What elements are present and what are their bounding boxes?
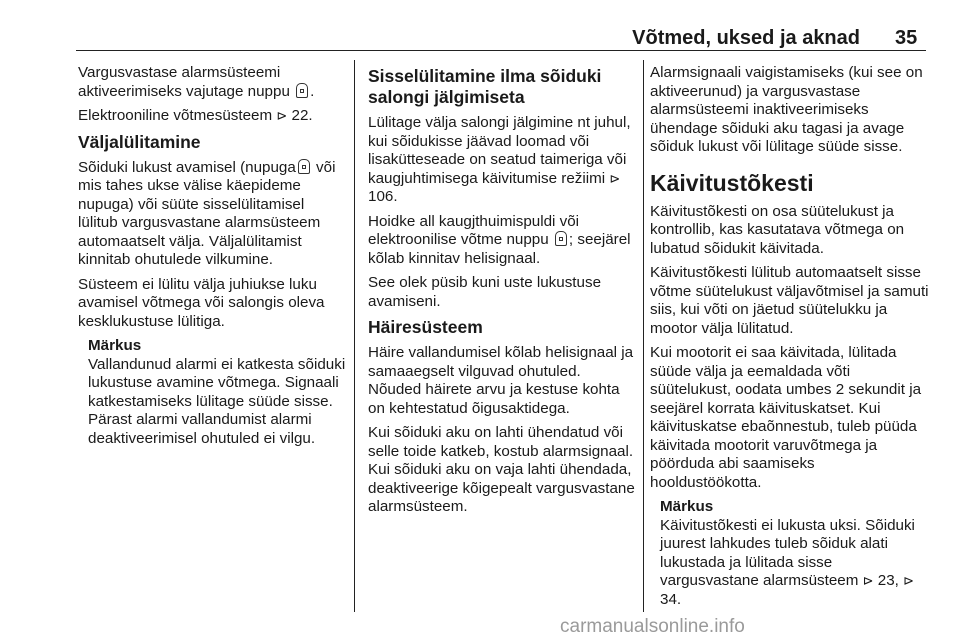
note-box xyxy=(660,498,930,609)
note-text xyxy=(660,517,930,610)
page-number: 35 xyxy=(895,27,918,49)
note-box xyxy=(88,337,346,448)
paragraph: Vargusvastase alarmsüsteemi aktiveerimiseks vajutage nuppu . xyxy=(78,64,315,100)
note-text: Vallandunud alarmi ei katkesta sõiduki lukustuse avamine võtmega. Signaali katkestamiseks lülitage süüde sisse. Pärast alarmi vallandumist alarmi deaktiveerimisel ohutuled ei vilgu. xyxy=(88,355,346,447)
text: Vargusvastase alarmsüsteemi aktiveerimiseks vajutage nuppu xyxy=(78,64,290,100)
page-reference[interactable]: 23, xyxy=(877,572,899,589)
paragraph: Käivitustõkesti lülitub automaatselt sisse võtme süütelukust väljavõtmisel ja samuti siis, kui võti on jäetud süütelukku ja mootor välja lülitatud. xyxy=(650,264,929,337)
section-heading: Väljalülitamine xyxy=(78,131,201,152)
note-title: Märkus xyxy=(88,337,142,354)
paragraph: Kui mootorit ei saa käivitada, lülitada süüde välja ja eemaldada võti süütelukust, oodata umbes 2 sekundit ja seejärel korrata käivituskatset. Kui käivituskatse ebaõnnestub, tuleb püüda käivitada mootorit varuvõtmega ja pöörduda abi saamiseks hooldustöökotta. xyxy=(650,344,922,491)
section-heading: Käivitustõkesti xyxy=(650,169,814,196)
paragraph xyxy=(78,107,346,126)
text: ; seejärel kõlab kinnitav helisignaal. xyxy=(368,231,631,267)
column-middle xyxy=(368,66,636,523)
text: või mis tahes ukse välise käepideme nupuga) või süüte sisselülitamisel lülitub vargusvastane alarmsüsteem automaatselt välja. Väljalülitamist kinnitab ohutulede vilkumine. xyxy=(78,158,336,268)
page-reference[interactable]: 34. xyxy=(660,590,682,608)
header-divider xyxy=(76,50,926,51)
column-divider-1 xyxy=(354,60,355,612)
lock-icon xyxy=(555,231,567,246)
paragraph: Süsteem ei lülitu välja juhiukse luku avamisel võtmega või salongis oleva kesklukustuse lülitiga. xyxy=(78,275,325,330)
paragraph: Kui sõiduki aku on lahti ühendatud või selle toide katkeb, kostub alarmsignaal. Kui sõiduki aku on vaja lahti ühendada, deaktiveerige kõigepealt vargusvastane alarmsüsteem. xyxy=(368,424,635,515)
watermark: carmanualsonline.info xyxy=(560,616,745,637)
page-reference[interactable]: 106. xyxy=(368,188,398,205)
paragraph: Alarmsignaali vaigistamiseks (kui see on aktiveerunud) ja vargusvastase alarmsüsteemi inaktiveerimiseks ühendage sõiduki aku tagasi ja avage sõiduk lukust või lülitage süüde sisse. xyxy=(650,64,923,155)
page-ref-arrow-icon: ⊳ xyxy=(862,573,874,588)
paragraph xyxy=(368,114,636,207)
page-reference[interactable]: 22. xyxy=(291,107,313,124)
text: Sõiduki lukust avamisel (nupuga xyxy=(78,158,296,176)
column-left xyxy=(78,64,346,448)
lock-icon xyxy=(296,83,308,98)
paragraph xyxy=(78,159,346,270)
page-ref-arrow-icon: ⊳ xyxy=(903,573,915,588)
text: Käivitustõkesti ei lukusta uksi. Sõiduki juurest lahkudes tuleb sõiduk alati lukustada ja lülitada sisse vargusvastane alarmsüsteem xyxy=(660,516,915,589)
paragraph: See olek püsib kuni uste lukustuse avamiseni. xyxy=(368,274,602,310)
paragraph xyxy=(368,213,636,269)
note-title: Märkus xyxy=(660,498,714,515)
column-right xyxy=(650,64,930,609)
text: Hoidke all kaugjthuimispuldi või elektroonilise võtme nuppu xyxy=(368,212,580,248)
unlock-icon xyxy=(298,159,310,174)
page-title: Võtmed, uksed ja aknad xyxy=(632,27,860,49)
page-ref-arrow-icon: ⊳ xyxy=(609,170,621,186)
column-divider-2 xyxy=(643,60,644,612)
section-heading: Häiresüsteem xyxy=(368,317,483,337)
text: Elektrooniline võtmesüsteem xyxy=(78,107,273,124)
section-heading: Sisselülitamine ilma sõiduki salongi jälgimiseta xyxy=(368,66,602,107)
page-ref-arrow-icon: ⊳ xyxy=(276,108,288,123)
text: Lülitage välja salongi jälgimine nt juhul, kui sõidukisse jäävad loomad või lisakütteseade on seatud taimeriga või kaugjuhtimisega käivitumise režiimi xyxy=(368,114,631,187)
paragraph: Häire vallandumisel kõlab helisignaal ja samaaegselt vilguvad ohutuled. Nõuded häirete arvu ja kestuse kohta on kehtestatud õigusaktidega. xyxy=(368,344,634,417)
paragraph: Käivitustõkesti on osa süütelukust ja kontrollib, kas kasutatava võtmega on lubatud sõidukit käivitada. xyxy=(650,202,905,257)
